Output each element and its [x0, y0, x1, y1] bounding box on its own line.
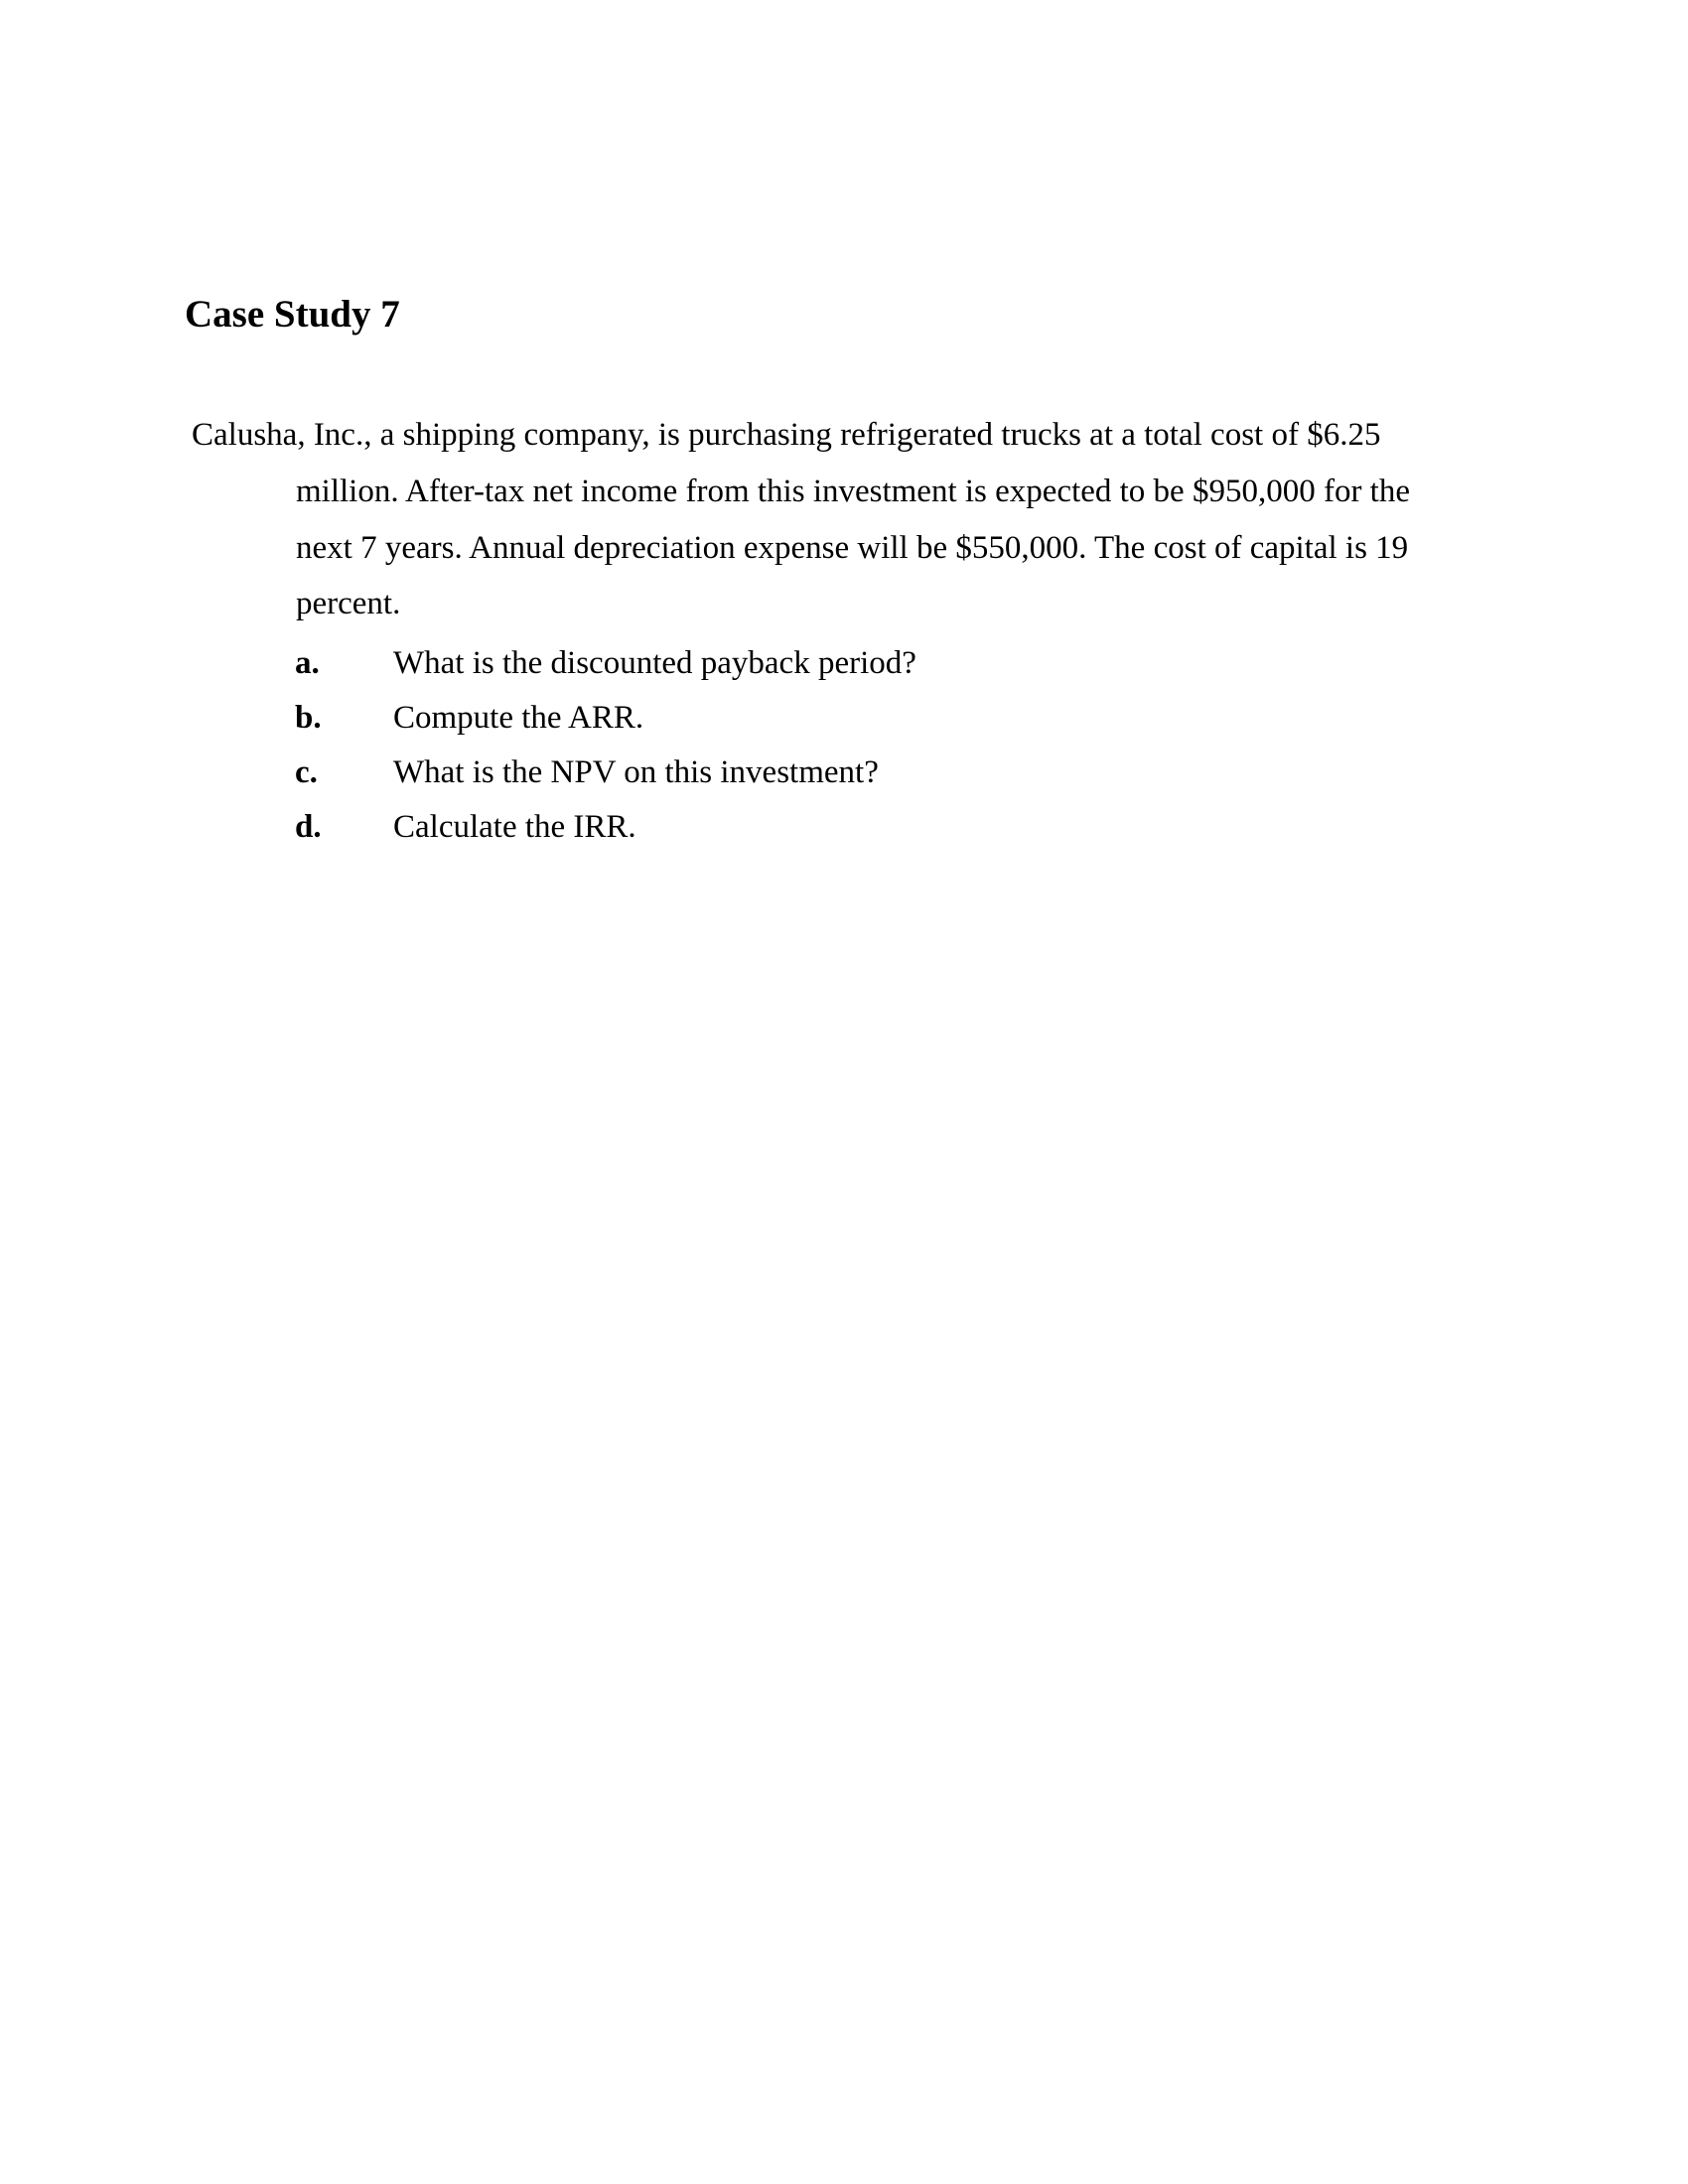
question-text-c: What is the NPV on this investment?	[393, 754, 879, 790]
question-item-d	[0, 811, 1688, 851]
question-item-c	[0, 756, 1688, 796]
question-item-b	[0, 702, 1688, 742]
question-label-b: b.	[295, 700, 322, 736]
paragraph-line-1: Calusha, Inc., a shipping company, is purchasing refrigerated trucks at a total cost of $6.25	[192, 417, 1381, 453]
case-study-heading: Case Study 7	[185, 293, 400, 336]
paragraph-line-2: million. After-tax net income from this investment is expected to be $950,000 for the	[296, 474, 1410, 509]
question-label-c: c.	[295, 754, 318, 790]
question-text-a: What is the discounted payback period?	[393, 645, 916, 681]
question-text-d: Calculate the IRR.	[393, 809, 636, 845]
question-item-a	[0, 647, 1688, 687]
question-label-d: d.	[295, 809, 322, 845]
paragraph-line-3: next 7 years. Annual depreciation expense will be $550,000. The cost of capital is 19	[296, 530, 1409, 566]
question-text-b: Compute the ARR.	[393, 700, 644, 736]
paragraph-line-4: percent.	[296, 586, 401, 621]
question-label-a: a.	[295, 645, 320, 681]
